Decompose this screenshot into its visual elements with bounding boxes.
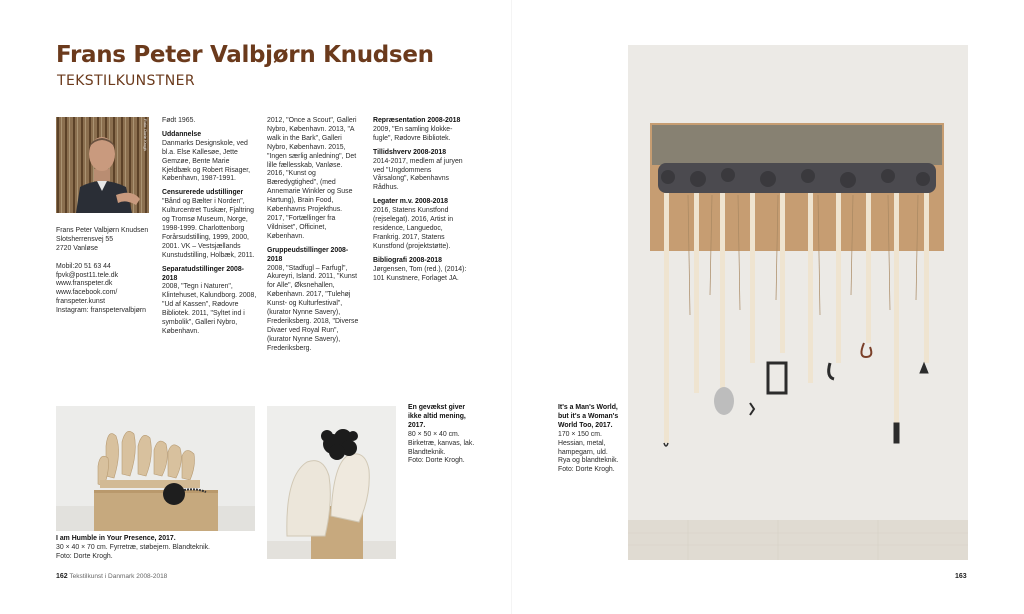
- contact-facebook[interactable]: www.facebook.com/: [56, 289, 118, 297]
- artwork-photo-mansworld: [628, 45, 968, 560]
- caption-mansworld: [558, 404, 624, 475]
- caption-line: 80 × 50 × 40 cm.: [408, 430, 460, 438]
- footer-right: [955, 573, 967, 580]
- section-heading: Gruppeudstillinger 2008-2018: [267, 246, 349, 263]
- artwork-photo-gevaekst: [267, 406, 396, 559]
- caption-gevaekst: [408, 404, 476, 466]
- caption-line: 170 × 150 cm.: [558, 430, 602, 438]
- caption-line: Foto: Dorte Krogh.: [408, 457, 465, 465]
- section-text: Jørgensen, Tom (red.), (2014): 101 Kunstnere, Forlaget JA.: [373, 265, 467, 282]
- caption-title: En gevækst giver ikke altid mening, 2017.: [408, 404, 466, 429]
- contact-phone: Mobil:20 51 63 44: [56, 262, 111, 270]
- section-text: 2009, "En samling klokke-fugle", Rødovre Bibliotek.: [373, 125, 453, 142]
- section-text: 2008, "Tegn i Naturen", Klintehuset, Kalundborg. 2008, "Ud af Kassen", Rødovre Bibliotek. 2011, "Syltet ind i symbolik", Galleri Nybro, København.: [162, 283, 257, 335]
- section-text: "Bånd og Bælter i Norden", Kulturcentret Tuskær, Fjaltring og Tromsø Museum, Norge, 1998-1999. Charlottenborg Forårsudstilling, 1999, 2000, 2001. VK – Vestsjællands Kunstudstilling, Holbæk, 2011.: [162, 198, 255, 259]
- contact-line: 2720 Vanløse: [56, 244, 99, 252]
- portrait-photo: [56, 117, 149, 213]
- footer-book-title: Tekstilkunst i Danmark 2008-2018: [69, 573, 168, 580]
- caption-title: It's a Man's World, but it's a Woman's World Too, 2017.: [558, 404, 619, 429]
- section-text: 2008, "Stadfugl – Farfugl", Akureyri, Island. 2011, "Kunst for Alle", Øksnehallen, København. 2017, "Tulehøj Kunst- og Kulturfestival", (kurator Nynne Savery), Frederiksberg. 2018, "Diverse Divaer ved Royal Run", (kurator Nynne Savery), Frederiksberg.: [267, 264, 359, 352]
- section-heading: Separatudstillinger 2008-2018: [162, 265, 244, 282]
- section-heading: Tillidshverv 2008-2018: [373, 148, 447, 156]
- page-number: 162: [56, 573, 68, 580]
- caption-humble: [56, 535, 266, 562]
- caption-line: 30 × 40 × 70 cm. Fyrretræ, støbejern. Blandteknik.: [56, 543, 210, 551]
- caption-line: Birketræ, kanvas, lak. Blandteknik.: [408, 439, 475, 456]
- artist-profession: TEKSTILKUNSTNER: [57, 73, 195, 89]
- footer-left: [56, 573, 167, 580]
- photo-credit: Foto: Dorte Krogh: [143, 119, 148, 151]
- section-heading: Repræsentation 2008-2018: [373, 117, 461, 124]
- section-text: 2016, Statens Kunstfond (rejselegat). 2016, Artist in residence, Languedoc, Frankrig. 2017, Statens Kunstfond (projektstøtte).: [373, 207, 454, 250]
- contact-email[interactable]: fpvk@post11.tele.dk: [56, 271, 119, 279]
- bio-sections: [373, 117, 468, 283]
- caption-line: Hessian, metal, hampegarn, uld.: [558, 439, 608, 456]
- section-text: Danmarks Designskole, ved bl.a. Else Kallesøe, Jette Gemzøe, Bente Marie Kjeldbæk og Robert Risager, København, 1987-1991.: [162, 139, 251, 183]
- bio-column-1: [162, 117, 257, 337]
- caption-line: Rya og blandteknik.: [558, 457, 619, 465]
- contact-line: Slotsherrensvej 55: [56, 235, 114, 243]
- contact-info: [56, 227, 156, 316]
- contact-instagram: Instagram: franspetervalbjørn: [56, 307, 146, 315]
- bio-column-3: [373, 117, 468, 283]
- contact-spacer: [56, 254, 156, 263]
- caption-line: Foto: Dorte Krogh.: [56, 552, 113, 560]
- born-line: Født 1965.: [162, 117, 196, 124]
- artwork-photo-humble: [56, 406, 255, 531]
- bio-sections: [267, 117, 360, 354]
- section-text: 2012, "Once a Scout", Galleri Nybro, København. 2013, "A walk in the Bark", Galleri Nybro, København. 2015, "Ingen særlig anledning", Det lille fællesskab, Vanløse. 2016, "Kunst og Bæredygtighed", (med Annemarie Winkler og Suse Hartung), Brain Food, Københavns Projekthus. 2017, "Fortællinger fra Vildniset", Officinet, København.: [267, 117, 357, 240]
- bio-column-2: [267, 117, 360, 354]
- section-text: 2014-2017, medlem af juryen ved "Ungdommens Vårsalong", Københavns Rådhus.: [373, 157, 463, 192]
- artist-name: Frans Peter Valbjørn Knudsen: [56, 42, 434, 68]
- section-heading: Uddannelse: [162, 130, 202, 138]
- contact-website[interactable]: www.franspeter.dk: [56, 280, 113, 288]
- section-heading: Censurerede udstillinger: [162, 189, 244, 197]
- caption-line: Foto: Dorte Krogh.: [558, 466, 615, 474]
- contact-line: Frans Peter Valbjørn Knudsen: [56, 227, 149, 234]
- section-heading: Legater m.v. 2008-2018: [373, 198, 448, 206]
- bio-sections: [162, 131, 257, 337]
- section-heading: Bibliografi 2008-2018: [373, 256, 442, 264]
- contact-facebook[interactable]: franspeter.kunst: [56, 298, 106, 306]
- page-gutter: [511, 0, 512, 614]
- caption-title: I am Humble in Your Presence, 2017.: [56, 535, 176, 542]
- page-number: 163: [955, 573, 967, 580]
